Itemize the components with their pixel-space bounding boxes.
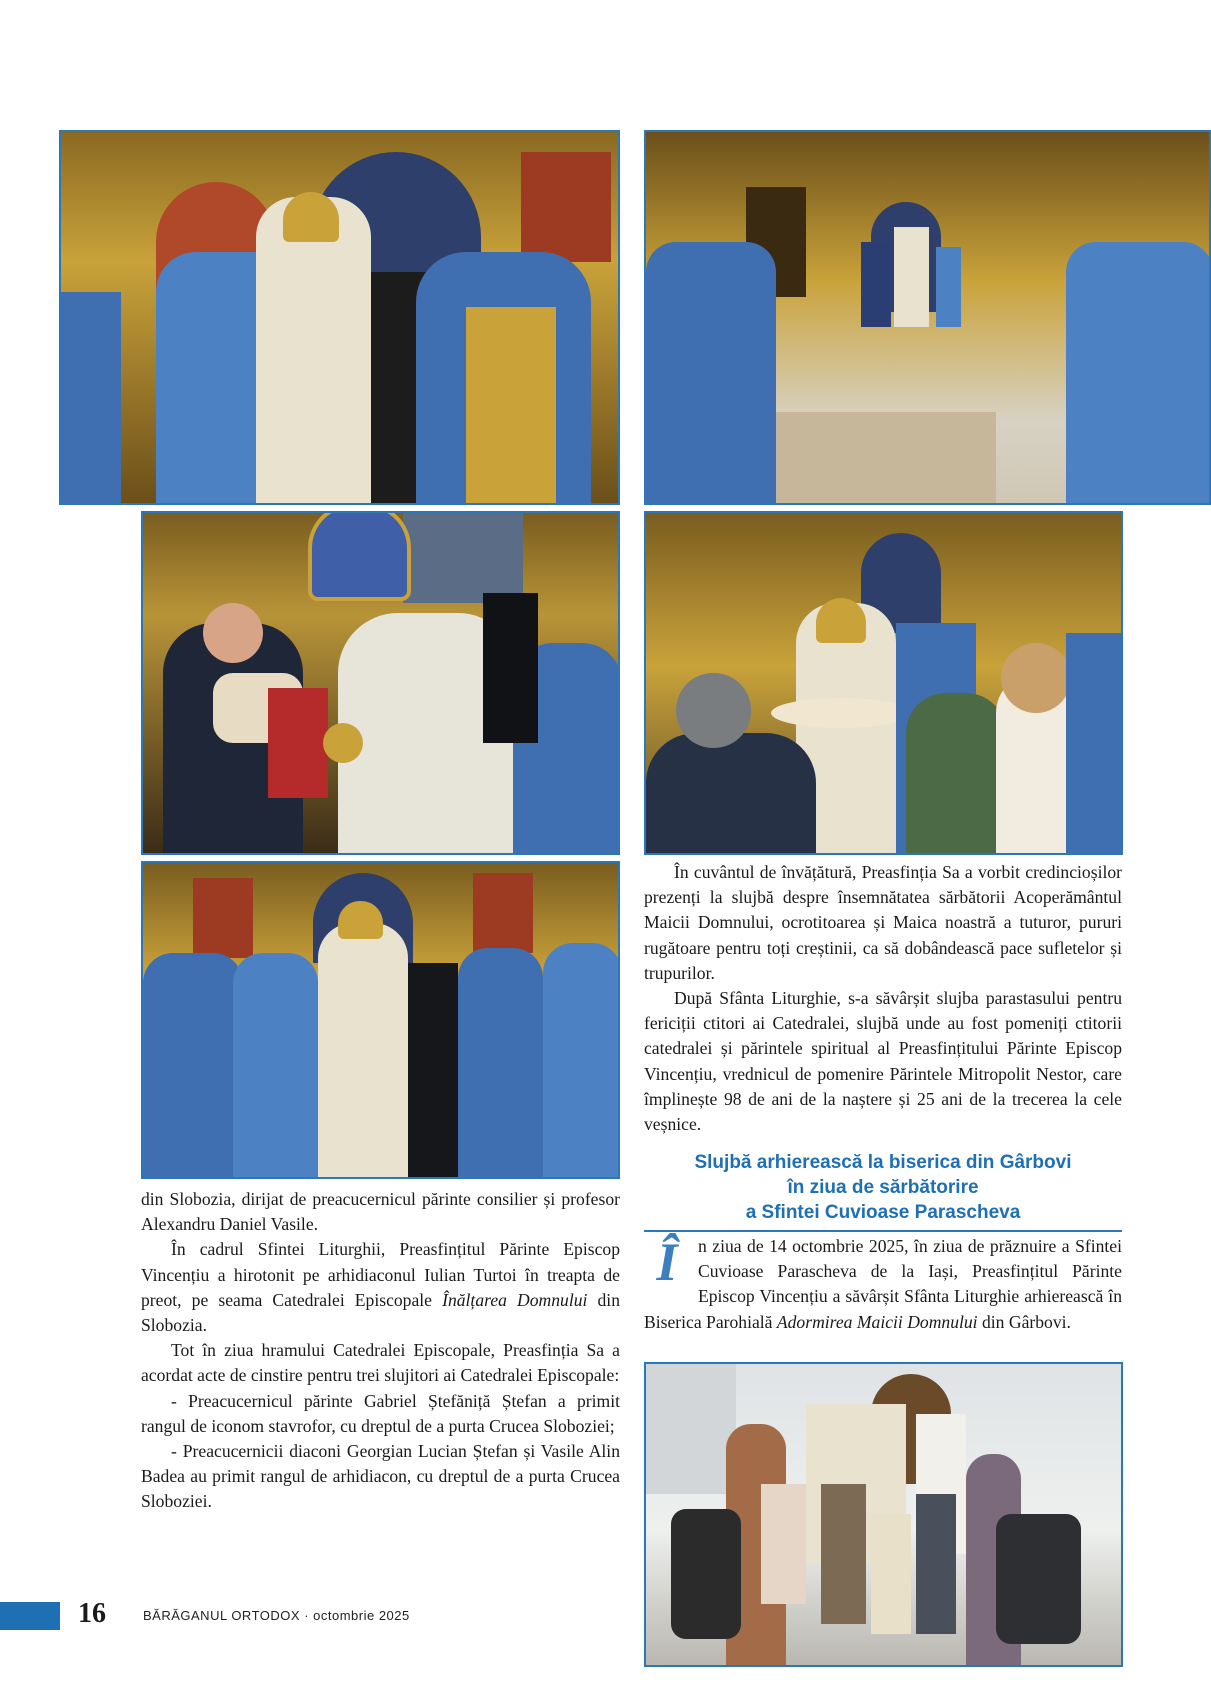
list-item-honor-1: - Preacucernicul părinte Gabriel Ștefăniță Ștefan a primit rangul de iconom stavrofor, cu dreptul de a purta Crucea Sloboziei; [141,1390,620,1436]
paragraph-honors: Tot în ziua hramului Catedralei Episcopale, Preasfinția Sa a acordat acte de cinstire pentru trei slujitori ai Catedralei Episcopale: [141,1340,620,1386]
right-text-column [644,860,1122,1137]
paragraph-garbovi: Î n ziua de 14 octombrie 2025, în ziua de prăznuire a Sfintei Cuvioase Parascheva de la Iași, Preasfințitul Părinte Episcop Vincențiu a săvârșit Sfânta Liturghie arhierească în Biserica Parohială Adormirea Maicii Domnului din Gârbovi. [644,1232,1122,1332]
paragraph-memorial: După Sfânta Liturghie, s-a săvârșit slujba parastasului pentru fericiții ctitori ai Catedralei, slujbă unde au fost pomeniți ctitorii catedralei și părintele spiritual al Preasfințitului Părinte Episcop Vincențiu, vrednicul de pomenire Părintele Mitropolit Nestor, care împlinește 98 de ani de la naștere și 25 ani de la trecerea la cele veșnice. [644,988,1122,1135]
section-heading: Slujbă arhierească la biserica din Gârbovi în ziua de sărbătorire a Sfintei Cuvioase Parascheva [694,1152,1072,1223]
photo-communion-child [141,511,620,855]
page-number: 16 [78,1598,106,1629]
list-item-honor-2: - Preacucernicii diaconi Georgian Lucian Ștefan și Vasile Alin Badea au primit rangul de arhidiacon, cu dreptul de a purta Crucea Sloboziei. [141,1441,620,1512]
footer-publication: BĂRĂGANUL ORTODOX · octombrie 2025 [143,1608,410,1623]
photo-bishop-deacons [59,130,620,505]
paragraph-sermon: În cuvântul de învățătură, Preasfinția Sa a vorbit credincioșilor prezenți la slujbă despre însemnătatea sărbătorii Acoperământul Maicii Domnului, ocrotitoarea și Maica noastră a tuturor, pururi rugătoare pentru toți creștinii, ca să dobândească pace sufletelor și trupurilor. [644,862,1122,983]
photo-clergy-group [141,861,620,1179]
paragraph-continuation: din Slobozia, dirijat de preacucernicul părinte consilier și profesor Alexandru Daniel Vasile. [141,1189,620,1235]
paragraph-ordination: În cadrul Sfintei Liturghii, Preasfințitul Părinte Episcop Vincențiu a hirotonit pe arhidiaconul Iulian Turtoi în treapta de preot, pe seama Catedralei Episcopale Înălțarea Domnului din Slobozia. [141,1239,620,1336]
heading-rule [644,1230,1122,1232]
photo-placeholder-icon [61,132,618,503]
footer-accent-bar [0,1602,60,1630]
photo-families-garbovi [644,1362,1123,1667]
drop-cap: Î [656,1232,678,1292]
right-text-column-lower [644,1234,1122,1335]
left-text-column [141,1187,620,1515]
photo-altar-clergy [644,130,1211,505]
photo-memorial-bread [644,511,1123,855]
